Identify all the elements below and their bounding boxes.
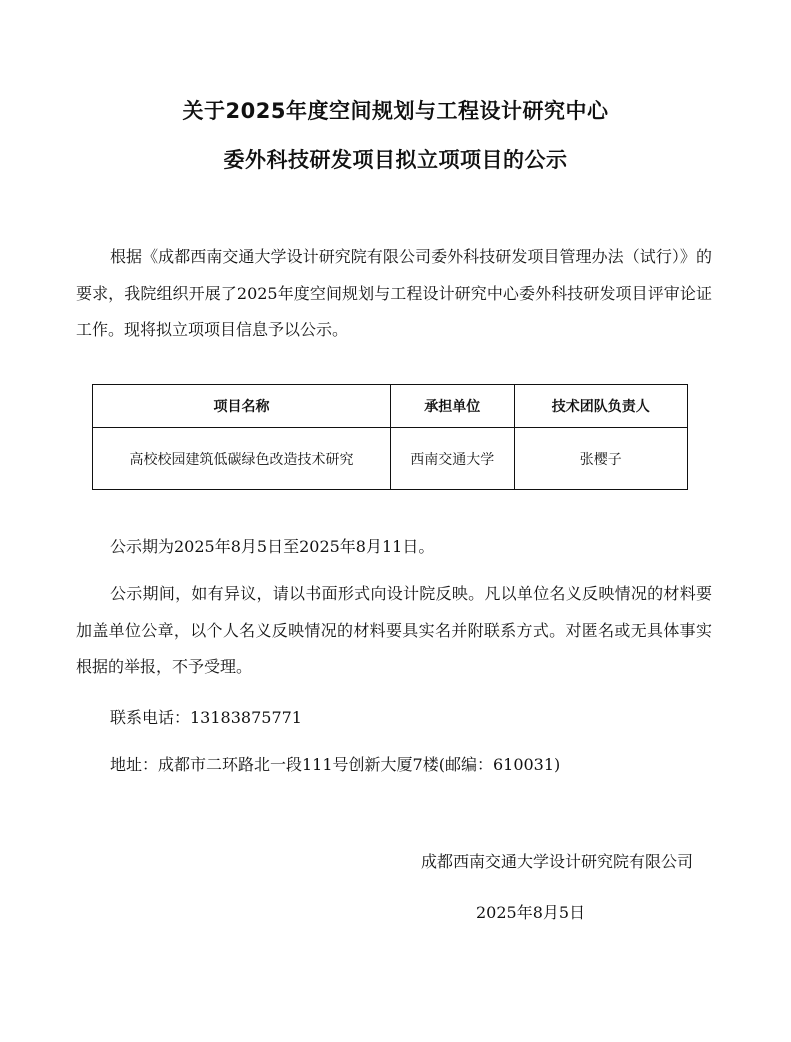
cell-undertaking-unit: 西南交通大学	[390, 428, 514, 490]
header-team-leader: 技术团队负责人	[514, 385, 687, 428]
title-line-2: 委外科技研发项目拟立项项目的公示	[223, 148, 568, 172]
cell-team-leader: 张樱子	[514, 428, 687, 490]
project-table	[92, 384, 688, 490]
intro-paragraph: 根据《成都西南交通大学设计研究院有限公司委外科技研发项目管理办法（试行）》的要求，我院组织开展了2025年度空间规划与工程设计研究中心委外科技研发项目评审论证工作。现将拟立项项目信息予以公示。	[76, 247, 712, 339]
title-line-1: 关于2025年度空间规划与工程设计研究中心	[182, 99, 609, 123]
table-row	[93, 428, 688, 490]
header-undertaking-unit: 承担单位	[390, 385, 514, 428]
contact-phone: 联系电话：13183875771	[110, 708, 302, 727]
objection-paragraph: 公示期间，如有异议，请以书面形式向设计院反映。凡以单位名义反映情况的材料要加盖单位公章，以个人名义反映情况的材料要具实名并附联系方式。对匿名或无具体事实根据的举报，不予受理。	[76, 584, 712, 676]
signature-organization: 成都西南交通大学设计研究院有限公司	[420, 852, 693, 871]
publicity-period: 公示期为2025年8月5日至2025年8月11日。	[110, 537, 435, 556]
contact-address: 地址：成都市二环路北一段111号创新大厦7楼(邮编：610031)	[110, 755, 561, 774]
cell-project-name: 高校校园建筑低碳绿色改造技术研究	[93, 428, 391, 490]
table-header-row	[93, 385, 688, 428]
header-project-name: 项目名称	[93, 385, 391, 428]
signature-date: 2025年8月5日	[476, 903, 586, 922]
